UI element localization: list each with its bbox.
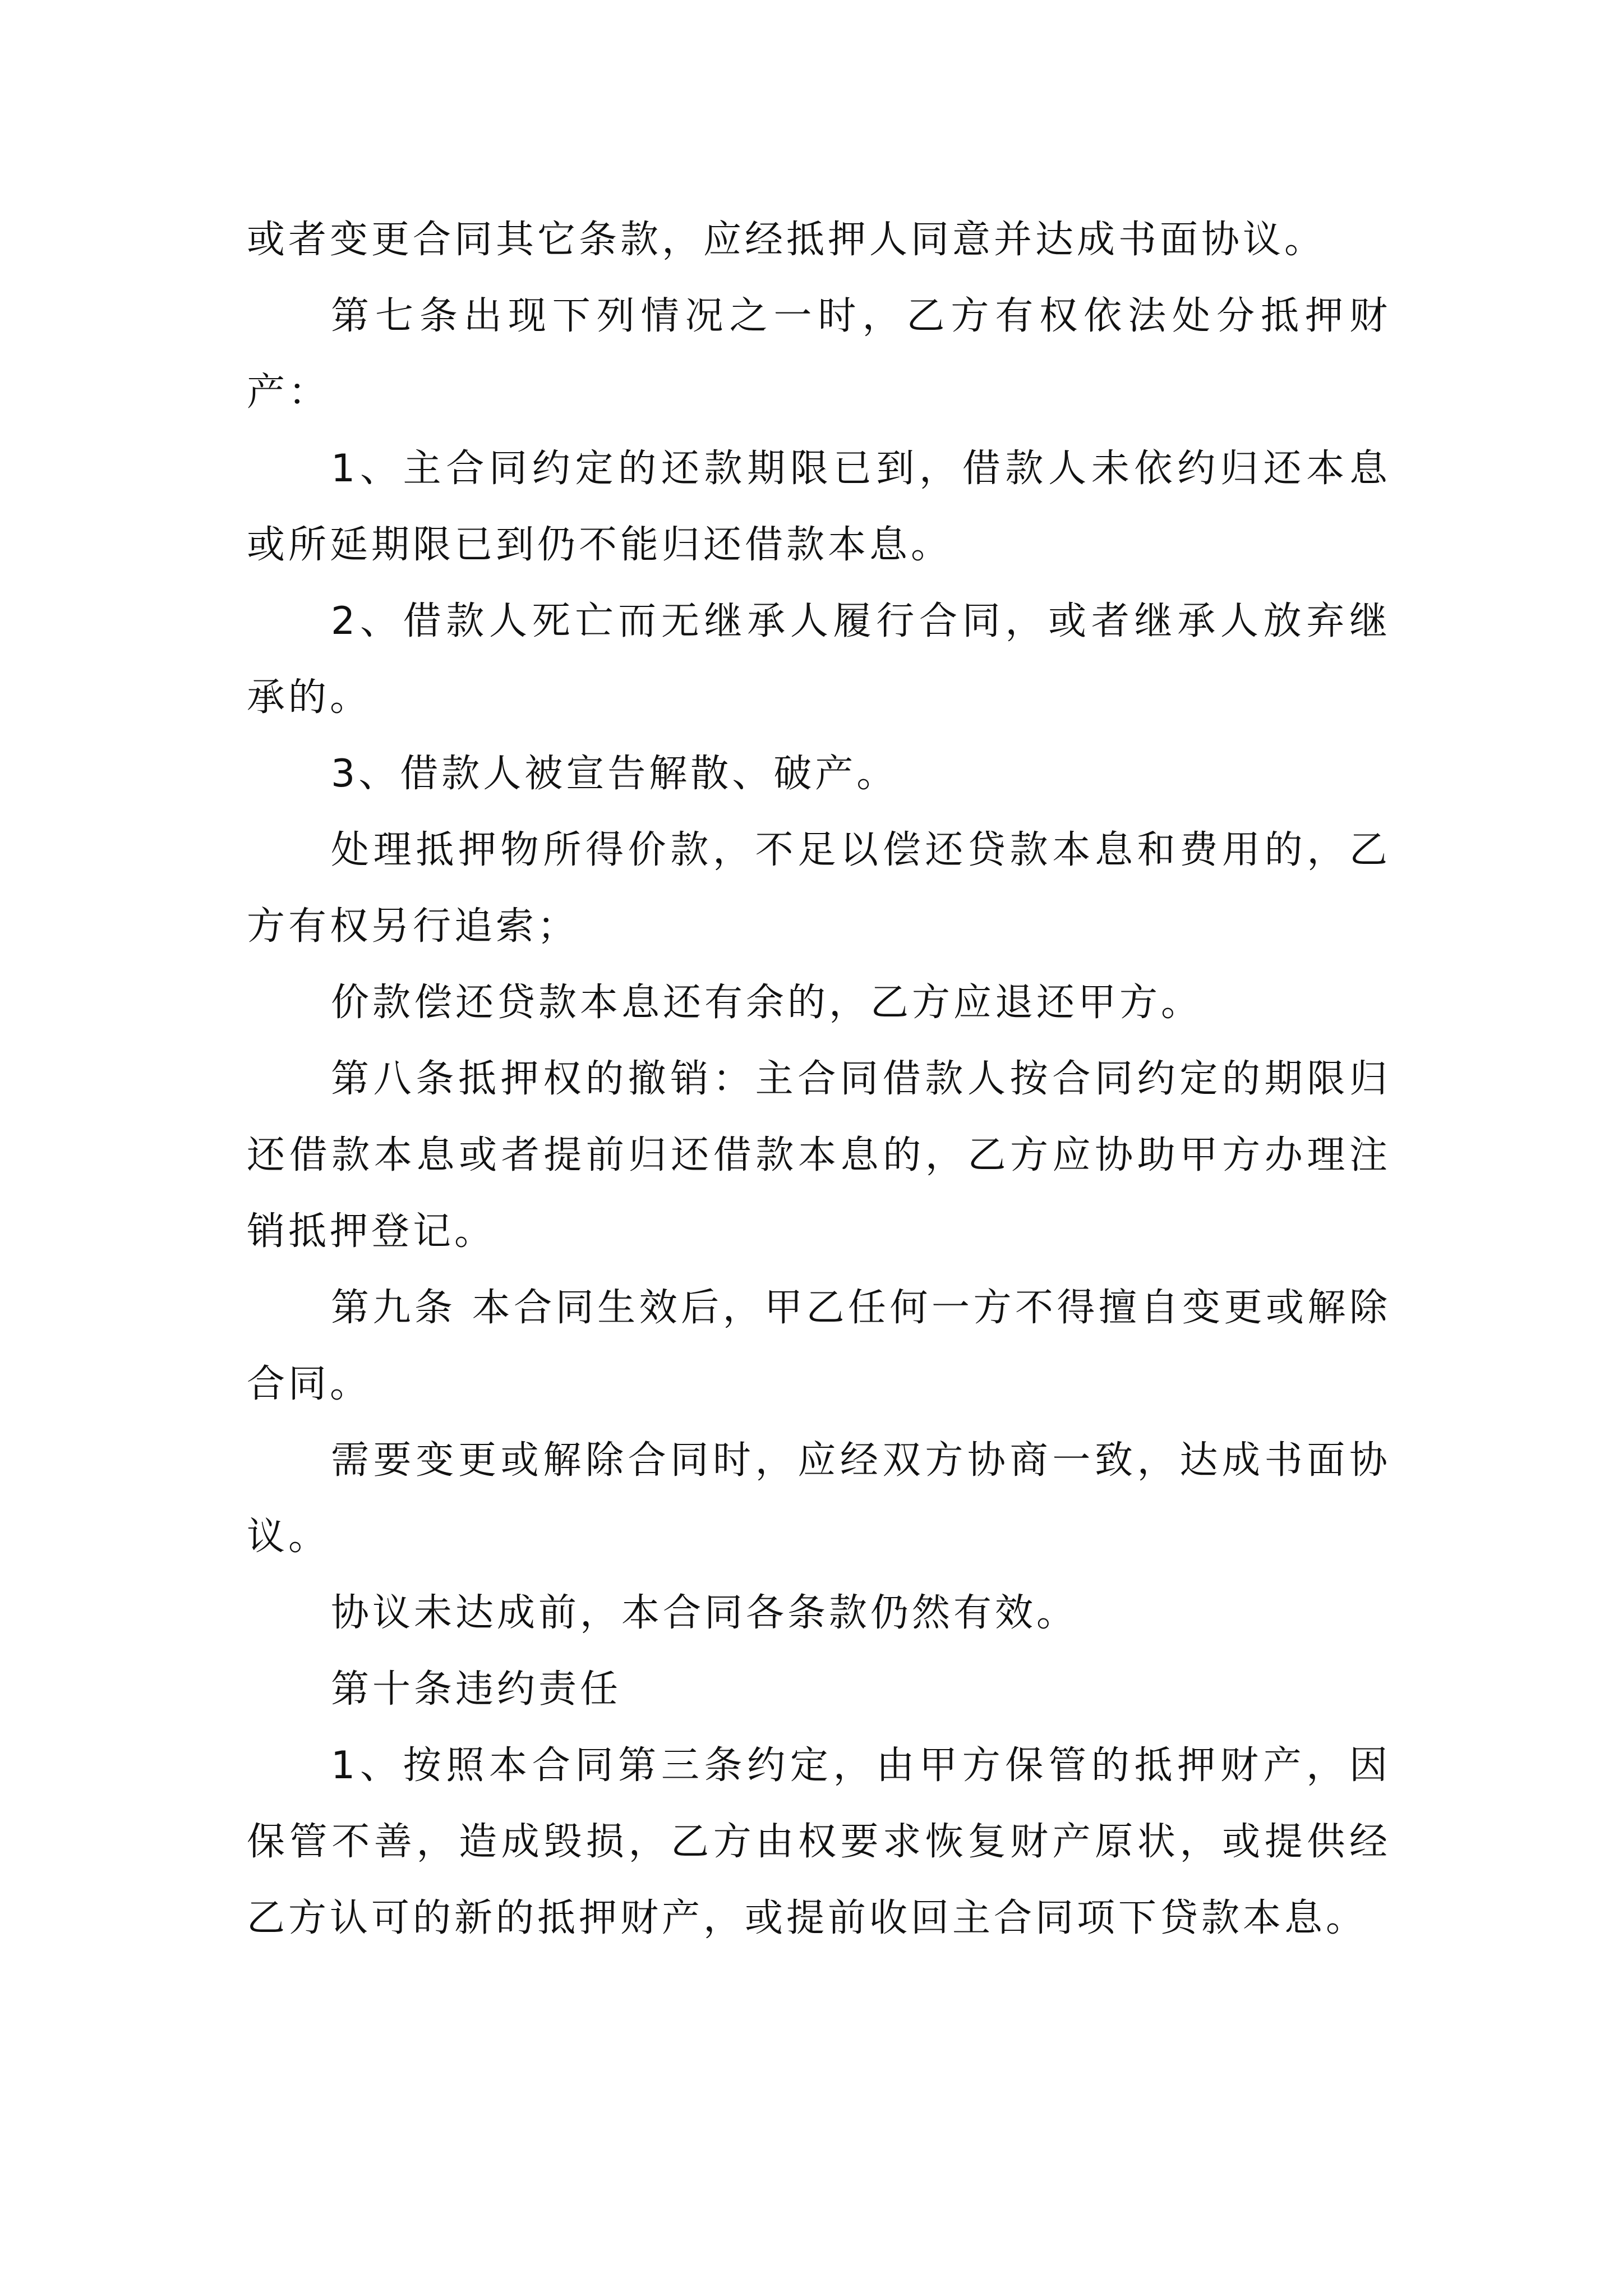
paragraph-5: 3、借款人被宣告解散、破产。 xyxy=(331,752,898,796)
paragraph-10: 需要变更或解除合同时，应经双方协商一致，达成书面协议。 xyxy=(247,1438,1391,1559)
paragraph-6: 处理抵押物所得价款，不足以偿还贷款本息和费用的，乙方有权另行追索； xyxy=(247,828,1391,949)
paragraph-7: 价款偿还贷款本息还有余的，乙方应退还甲方。 xyxy=(331,981,1203,1025)
paragraph-1: 或者变更合同其它条款，应经抵押人同意并达成书面协议。 xyxy=(247,218,1326,262)
paragraph-11: 协议未达成前，本合同各条款仍然有效。 xyxy=(331,1591,1078,1635)
paragraph-4: 2、借款人死亡而无继承人履行合同，或者继承人放弃继承的。 xyxy=(247,599,1391,720)
paragraph-13: 1、按照本合同第三条约定，由甲方保管的抵押财产，因保管不善，造成毁损，乙方由权要求恢复财产原状，或提供经乙方认可的新的抵押财产，或提前收回主合同项下贷款本息。 xyxy=(247,1743,1391,1940)
paragraph-9: 第九条 本合同生效后，甲乙任何一方不得擅自变更或解除合同。 xyxy=(247,1286,1391,1406)
paragraph-3: 1、主合同约定的还款期限已到，借款人未依约归还本息或所延期限已到仍不能归还借款本息。 xyxy=(247,447,1391,567)
document-body xyxy=(247,202,1391,1957)
paragraph-2: 第七条出现下列情况之一时，乙方有权依法处分抵押财产： xyxy=(247,294,1391,415)
paragraph-12: 第十条违约责任 xyxy=(331,1667,622,1711)
paragraph-8: 第八条抵押权的撤销：主合同借款人按合同约定的期限归还借款本息或者提前归还借款本息的，乙方应协助甲方办理注销抵押登记。 xyxy=(247,1057,1391,1254)
